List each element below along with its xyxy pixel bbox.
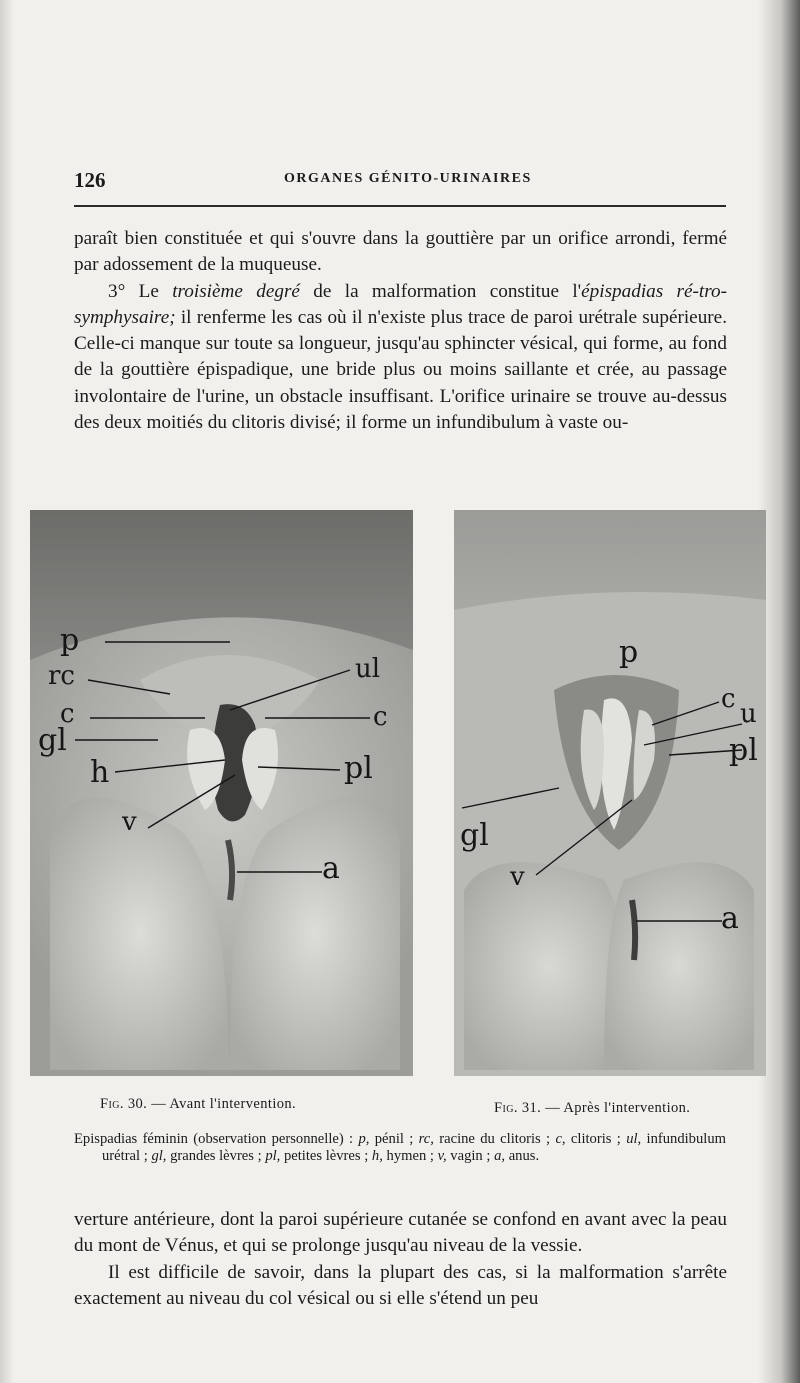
figure-30-caption [100, 1096, 296, 1113]
label-c: c [721, 684, 736, 714]
bottom-text-block [74, 1207, 727, 1312]
figure-30-illustration [30, 510, 413, 1076]
header-rule [74, 205, 726, 207]
label-v: v [510, 862, 525, 892]
text-run: 3° Le [108, 280, 173, 302]
legend-text: Epispadias féminin (observation personnelle) : p, pénil ; rc, racine du clitoris ; c, clitoris ; ul, infundibulum urétral ; gl, grandes lèvres ; pl, petites lèvres ; h, hymen ; v, vagin ; a, anus. [74, 1131, 726, 1164]
paragraph-continuation: verture antérieure, dont la paroi supérieure cutanée se confond en avant avec la peau du mont de Vénus, et qui se prolonge jusqu'au niveau de la vessie. [74, 1209, 727, 1257]
text-run: de la malformation constitue l' [299, 280, 582, 302]
label-gl: gl [38, 723, 67, 758]
figure-31-caption [494, 1100, 690, 1117]
label-p: p [619, 635, 639, 670]
label-c-left: c [60, 699, 75, 729]
top-text-block [74, 226, 727, 436]
paragraph-difficulty: Il est difficile de savoir, dans la plupart des cas, si la malformation s'arrête exactement au niveau du col vésical ou si elle s'étend un peu [74, 1261, 727, 1309]
text-line: arrondi, fermé par adossement de la muqueuse. [74, 228, 728, 276]
label-p: p [60, 623, 80, 658]
label-u: u [740, 699, 757, 729]
italic-term: épispadias ré-tro-symphysaire; [74, 280, 727, 328]
label-rc: rc [48, 661, 75, 691]
label-v: v [122, 807, 137, 837]
label-a: a [721, 901, 739, 936]
label-pl: pl [729, 733, 758, 768]
paragraph-third-degree [74, 279, 727, 437]
caption-text: — Avant l'intervention. [147, 1096, 297, 1112]
figure-number: Fig. 30. [100, 1096, 148, 1112]
caption-text: — Après l'intervention. [541, 1100, 691, 1116]
label-h: h [90, 755, 110, 790]
text-line: paraît bien constituée et qui s'ouvre dans la gouttière par un orifice [74, 228, 609, 249]
figure-30-photo [30, 510, 413, 1076]
paragraph-continuation [74, 226, 727, 279]
running-title: ORGANES GÉNITO-URINAIRES [284, 171, 532, 186]
running-head [74, 168, 726, 198]
page-number: 126 [74, 168, 106, 192]
figure-legend [74, 1131, 726, 1165]
label-ul: ul [355, 654, 381, 684]
text-run: il renferme les cas où il n'existe plus trace de paroi urétrale supérieure. Celle-ci manque sur toute sa longueur, jusqu'au sphincter vésical, qui forme, au fond de la gouttière épispadique, une bride plus ou moins saillante et crée, au passage involontaire de l'urine, un obstacle insuffisant. L'orifice urinaire se trouve au-dessus des deux moitiés du clitoris divisé; il forme un infundibulum à vaste ou- [74, 306, 727, 434]
figure-31-illustration [454, 510, 766, 1076]
italic-term: troisième degré [172, 280, 300, 302]
label-a: a [322, 851, 340, 886]
label-pl: pl [344, 751, 373, 786]
figure-31-photo [454, 510, 766, 1076]
label-c-right: c [373, 702, 388, 732]
label-gl: gl [460, 818, 489, 853]
figure-number: Fig. 31. [494, 1100, 542, 1116]
page-edge-shadow-left [0, 0, 14, 1383]
